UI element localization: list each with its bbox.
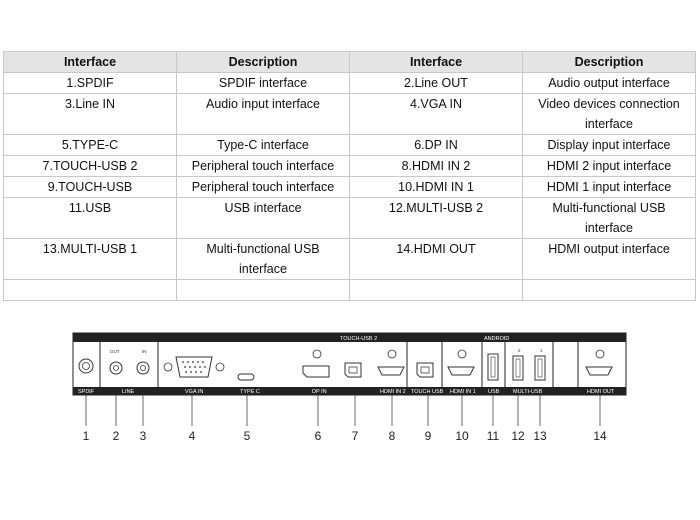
rear-panel-diagram (70, 330, 630, 450)
description-cell: Peripheral touch interface (177, 156, 350, 177)
multi-usb-label: MULTI-USB (513, 389, 543, 395)
description-cell: Video devices connection interface (523, 94, 696, 135)
touch-usb-label: TOUCH USB (411, 389, 444, 395)
android-top-label: ANDROID (484, 336, 510, 342)
callout-8: 8 (388, 429, 396, 443)
header-description-2: Description (523, 52, 696, 73)
type-c-label: TYPE C (240, 389, 260, 395)
callout-2: 2 (112, 429, 120, 443)
line-in-label: IN (142, 349, 147, 354)
table-row (4, 239, 696, 280)
table-header-row (4, 52, 696, 73)
table-row (4, 198, 696, 239)
touch-usb2-top-label: TOUCH-USB 2 (340, 336, 378, 342)
empty-cell (177, 280, 350, 301)
interface-table (3, 51, 696, 301)
table-row (4, 135, 696, 156)
description-cell: HDMI 1 input interface (523, 177, 696, 198)
callout-14: 14 (593, 429, 607, 443)
empty-cell (523, 280, 696, 301)
interface-cell: 12.MULTI-USB 2 (350, 198, 523, 239)
callout-6: 6 (314, 429, 322, 443)
dp-in-label: DP IN (312, 389, 327, 395)
header-interface-1: Interface (4, 52, 177, 73)
description-cell: Audio input interface (177, 94, 350, 135)
line-label: LINE (122, 389, 135, 395)
interface-cell: 13.MULTI-USB 1 (4, 239, 177, 280)
description-cell: Peripheral touch interface (177, 177, 350, 198)
interface-cell: 2.Line OUT (350, 73, 523, 94)
line-out-label: OUT (110, 349, 120, 354)
callout-leader-lines (86, 395, 600, 426)
multi-usb-1-label: 1 (540, 348, 543, 353)
panel-bottom-strip (73, 387, 626, 395)
interface-cell: 4.VGA IN (350, 94, 523, 135)
panel-svg (70, 330, 630, 450)
description-cell: Display input interface (523, 135, 696, 156)
description-cell: USB interface (177, 198, 350, 239)
interface-cell: 8.HDMI IN 2 (350, 156, 523, 177)
callout-1: 1 (82, 429, 90, 443)
callout-5: 5 (243, 429, 251, 443)
description-cell: Type-C interface (177, 135, 350, 156)
callout-7: 7 (351, 429, 359, 443)
interface-cell: 5.TYPE-C (4, 135, 177, 156)
callout-9: 9 (424, 429, 432, 443)
empty-cell (350, 280, 523, 301)
callout-12: 12 (511, 429, 525, 443)
table-row (4, 94, 696, 135)
description-cell: Multi-functional USB interface (177, 239, 350, 280)
callout-13: 13 (533, 429, 547, 443)
header-description-1: Description (177, 52, 350, 73)
header-interface-2: Interface (350, 52, 523, 73)
panel-body (73, 333, 626, 395)
spdif-label: SPDIF (78, 389, 95, 395)
callout-11: 11 (486, 429, 500, 443)
hdmi-out-label: HDMI OUT (587, 389, 615, 395)
hdmi-in-2-label: HDMI IN 2 (380, 389, 406, 395)
hdmi-in-1-label: HDMI IN 1 (450, 389, 476, 395)
interface-cell: 7.TOUCH-USB 2 (4, 156, 177, 177)
description-cell: Multi-functional USB interface (523, 198, 696, 239)
description-cell: SPDIF interface (177, 73, 350, 94)
interface-cell: 3.Line IN (4, 94, 177, 135)
vga-in-label: VGA IN (185, 389, 204, 395)
callout-10: 10 (455, 429, 469, 443)
table-row (4, 177, 696, 198)
table-row-empty (4, 280, 696, 301)
interface-cell: 9.TOUCH-USB (4, 177, 177, 198)
interface-cell: 10.HDMI IN 1 (350, 177, 523, 198)
description-cell: HDMI output interface (523, 239, 696, 280)
usb-label: USB (488, 389, 500, 395)
callout-3: 3 (139, 429, 147, 443)
description-cell: HDMI 2 input interface (523, 156, 696, 177)
interface-cell: 14.HDMI OUT (350, 239, 523, 280)
description-cell: Audio output interface (523, 73, 696, 94)
table-row (4, 73, 696, 94)
interface-cell: 6.DP IN (350, 135, 523, 156)
multi-usb-2-label: 2 (518, 348, 521, 353)
table-row (4, 156, 696, 177)
empty-cell (4, 280, 177, 301)
interface-cell: 11.USB (4, 198, 177, 239)
interface-cell: 1.SPDIF (4, 73, 177, 94)
callout-4: 4 (188, 429, 196, 443)
